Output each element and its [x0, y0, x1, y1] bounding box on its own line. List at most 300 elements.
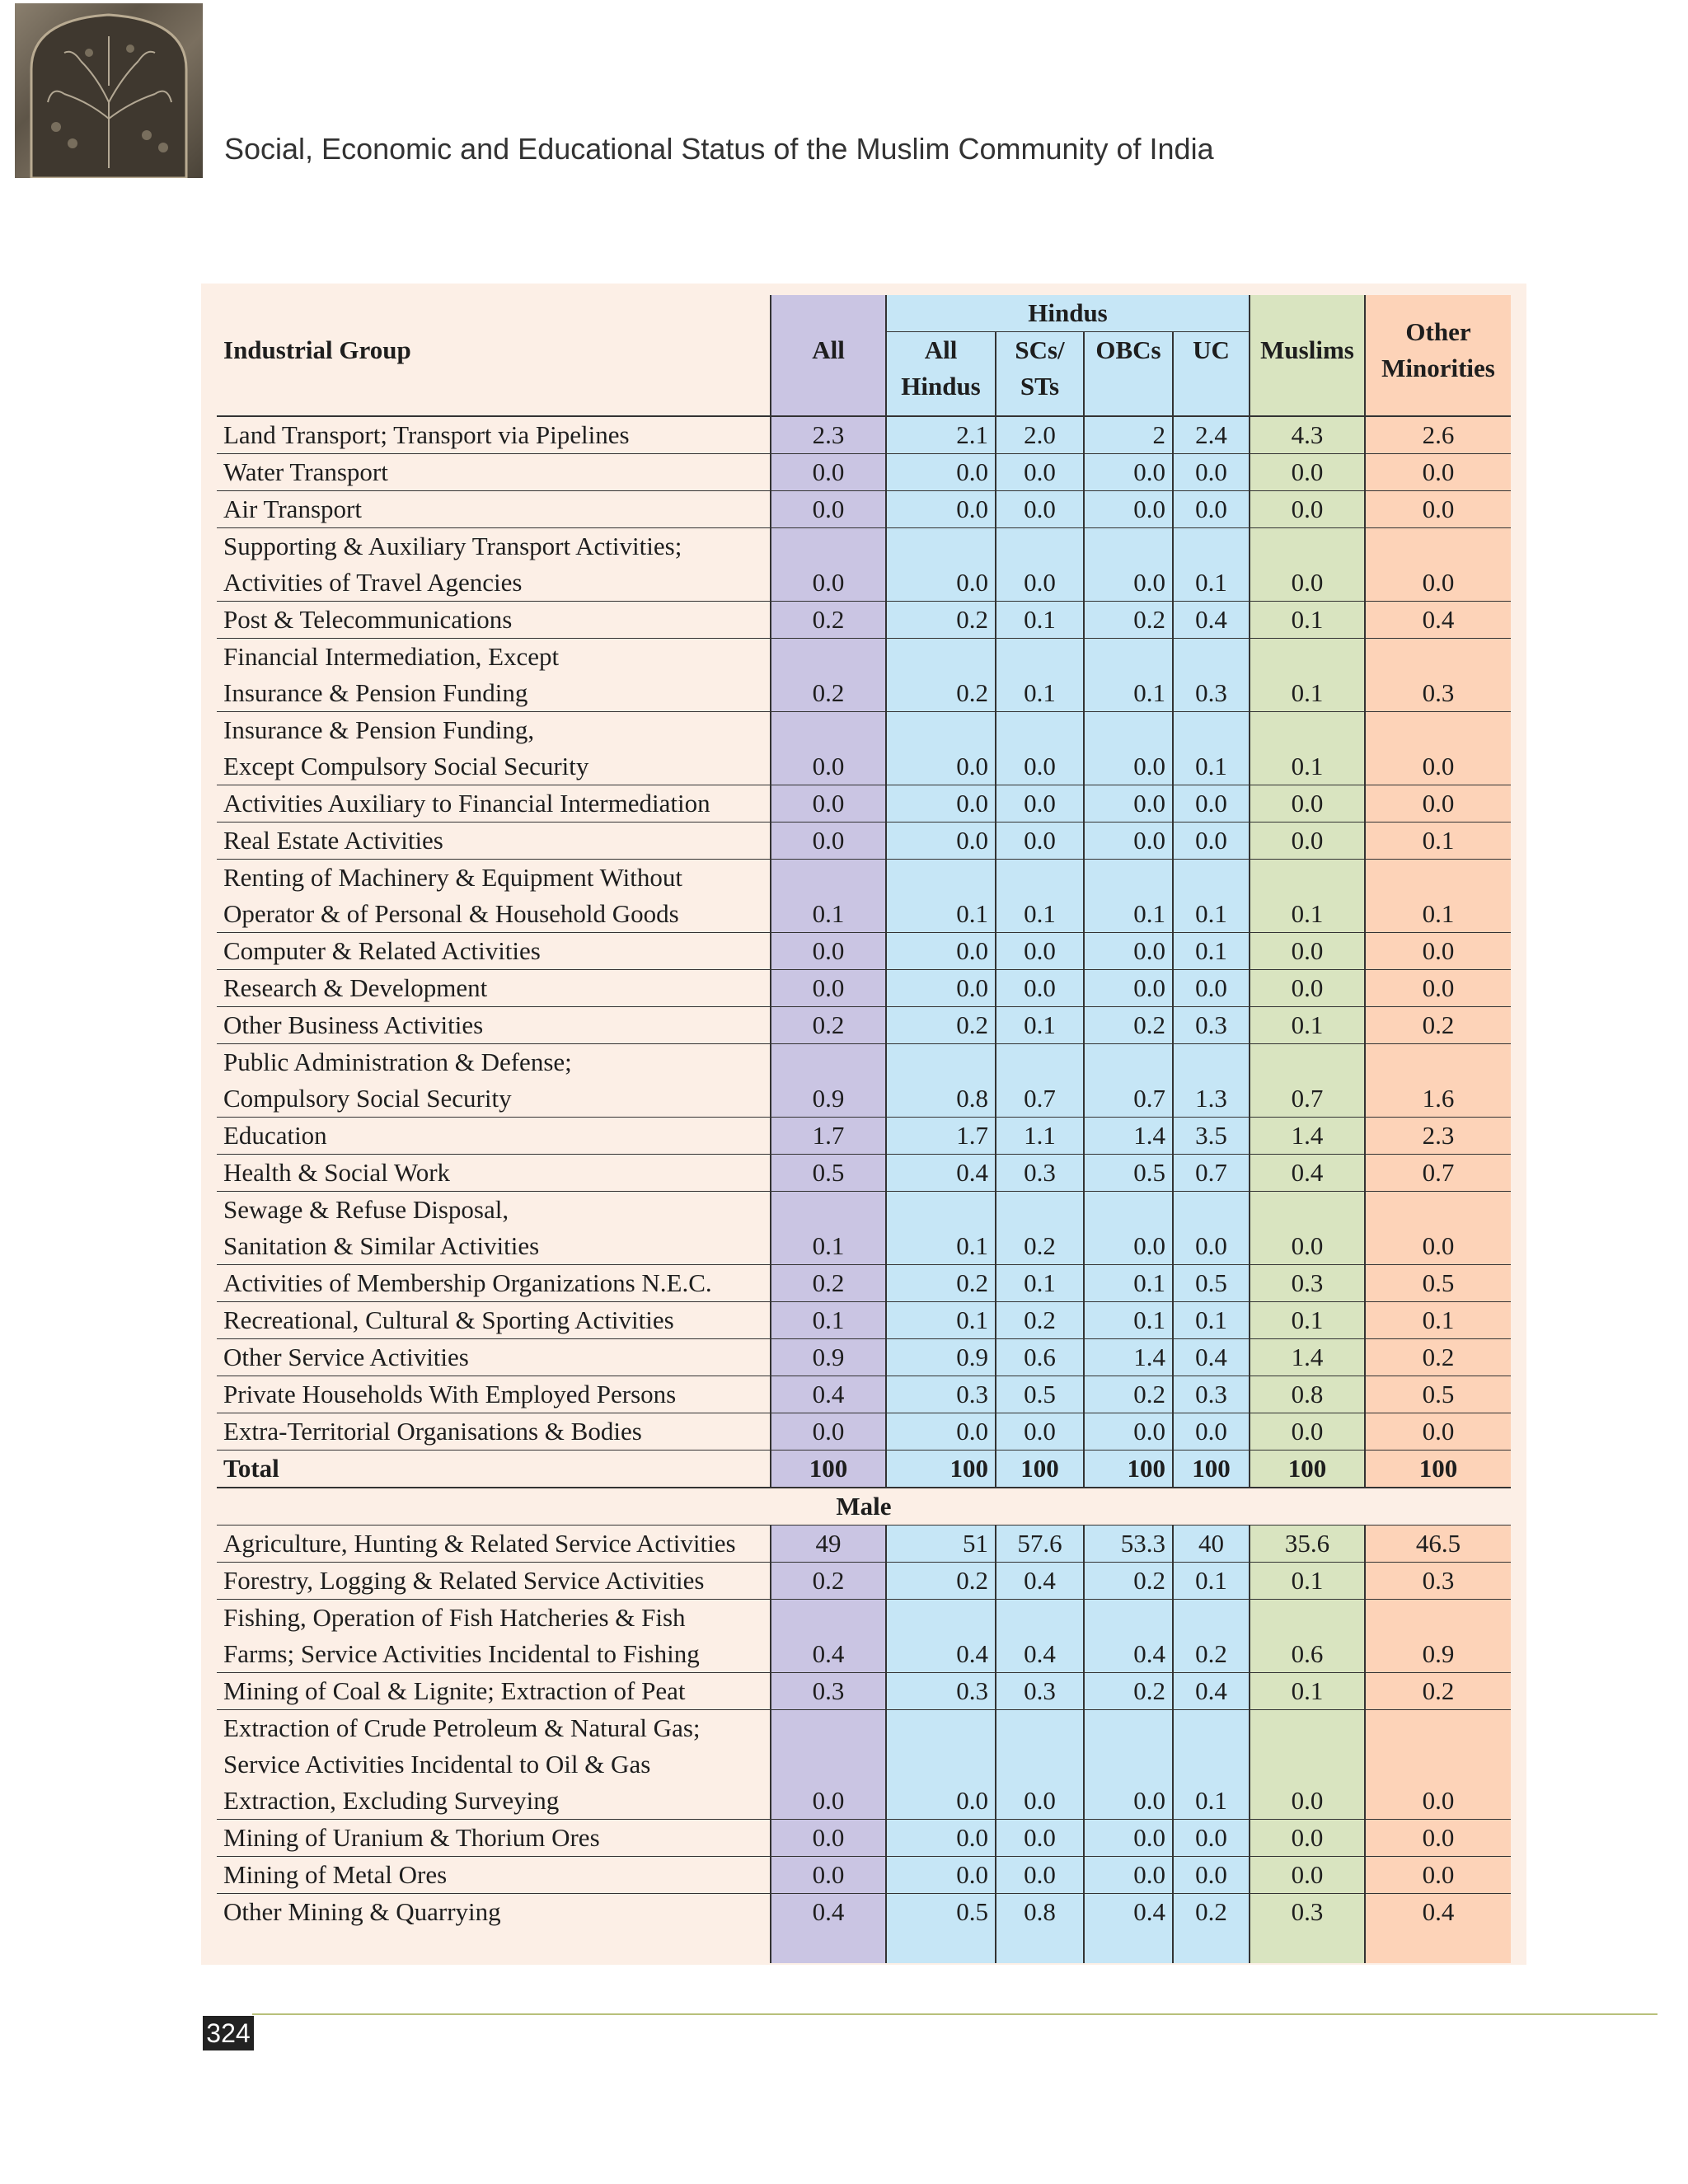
- cell-all: 0.1: [771, 1302, 886, 1339]
- cell-all-hindus: 0.3: [886, 1673, 996, 1710]
- header-scs-line1: SCs/: [1015, 335, 1065, 364]
- cell-uc: 0.0: [1173, 1820, 1250, 1857]
- cell-scs-sts: 0.4: [996, 1600, 1084, 1673]
- table-body: [217, 416, 1511, 1963]
- cell-all-hindus: 0.0: [886, 823, 996, 860]
- cell-obcs: 0.0: [1084, 933, 1173, 970]
- cell-all-hindus: 1.7: [886, 1118, 996, 1155]
- cell-scs-sts: 0.1: [996, 860, 1084, 933]
- row-label-line: Research & Development: [223, 973, 488, 1002]
- cell-muslims: 0.3: [1250, 1265, 1365, 1302]
- table-row: [217, 1413, 1511, 1451]
- cell-all: 1.7: [771, 1118, 886, 1155]
- cell-other-minorities: 0.1: [1365, 1302, 1511, 1339]
- row-label-line: Real Estate Activities: [223, 826, 443, 855]
- cell-all: 0.1: [771, 1192, 886, 1265]
- cell-obcs: 1.4: [1084, 1339, 1173, 1376]
- cell-all-hindus: 0.0: [886, 785, 996, 823]
- cell-all: 0.0: [771, 712, 886, 785]
- row-label-line: Mining of Uranium & Thorium Ores: [223, 1823, 600, 1852]
- cell-scs-sts: 2.0: [996, 416, 1084, 454]
- table-row: [217, 528, 1511, 602]
- cell-uc: 0.0: [1173, 970, 1250, 1007]
- cell-uc: 0.1: [1173, 712, 1250, 785]
- row-label-line: Recreational, Cultural & Sporting Activities: [223, 1305, 674, 1334]
- row-label-line: Other Service Activities: [223, 1343, 469, 1371]
- cell-all-hindus: 0.2: [886, 602, 996, 639]
- header-other-line2: Minorities: [1381, 353, 1495, 382]
- cell-uc: 0.4: [1173, 1339, 1250, 1376]
- cell-other-minorities: 0.3: [1365, 1563, 1511, 1600]
- cell-scs-sts: 0.0: [996, 823, 1084, 860]
- section-row-male: [217, 1488, 1511, 1526]
- cell-uc: 0.3: [1173, 1376, 1250, 1413]
- cell-all-hindus: 0.4: [886, 1155, 996, 1192]
- row-label-line: Mining of Coal & Lignite; Extraction of Peat: [223, 1676, 686, 1705]
- cell-all: 0.5: [771, 1155, 886, 1192]
- row-label-line: Activities of Membership Organizations N.E.C.: [223, 1268, 712, 1297]
- header-obcs: OBCs: [1084, 332, 1173, 405]
- cell-other-minorities: 0.3: [1365, 639, 1511, 712]
- cell-obcs: 0.1: [1084, 639, 1173, 712]
- row-label-line: Health & Social Work: [223, 1158, 451, 1187]
- cell-scs-sts: 0.0: [996, 1710, 1084, 1820]
- cell-scs-sts: 0.4: [996, 1563, 1084, 1600]
- row-label-line: Public Administration & Defense;: [223, 1047, 572, 1076]
- table-row: [217, 1265, 1511, 1302]
- cell-uc: 0.1: [1173, 1710, 1250, 1820]
- row-label: [217, 1155, 771, 1192]
- table-row-total: [217, 1451, 1511, 1488]
- row-label: [217, 1894, 771, 1964]
- cell-obcs: 0.0: [1084, 712, 1173, 785]
- cell-uc: 0.1: [1173, 1302, 1250, 1339]
- row-label-line: Supporting & Auxiliary Transport Activities;: [223, 532, 682, 560]
- row-label-line: Extraction, Excluding Surveying: [223, 1786, 560, 1815]
- cell-obcs: 0.5: [1084, 1155, 1173, 1192]
- row-label: [217, 785, 771, 823]
- cell-uc: 0.5: [1173, 1265, 1250, 1302]
- row-label-line: Renting of Machinery & Equipment Without: [223, 863, 682, 892]
- cell-muslims: 0.0: [1250, 1857, 1365, 1894]
- cell-uc: 0.0: [1173, 785, 1250, 823]
- row-label-line: Compulsory Social Security: [223, 1084, 512, 1113]
- cell-all-hindus: 0.0: [886, 1413, 996, 1451]
- cell-all: 0.4: [771, 1600, 886, 1673]
- cell-muslims: 0.0: [1250, 823, 1365, 860]
- table-row: [217, 602, 1511, 639]
- row-label-line: Service Activities Incidental to Oil & Gas: [223, 1750, 651, 1779]
- row-label-line: Total: [223, 1454, 279, 1483]
- cell-all-hindus: 0.0: [886, 1857, 996, 1894]
- cell-obcs: 0.0: [1084, 454, 1173, 491]
- cell-scs-sts: 0.0: [996, 454, 1084, 491]
- row-label-line: Post & Telecommunications: [223, 605, 513, 634]
- row-label: [217, 1118, 771, 1155]
- cell-scs-sts: 0.1: [996, 1265, 1084, 1302]
- cell-uc: 0.0: [1173, 1192, 1250, 1265]
- row-label: [217, 1710, 771, 1820]
- cell-uc: 0.7: [1173, 1155, 1250, 1192]
- cell-obcs: 0.7: [1084, 1044, 1173, 1118]
- cell-uc: 0.1: [1173, 933, 1250, 970]
- cell-other-minorities: 0.7: [1365, 1155, 1511, 1192]
- cell-muslims: 0.1: [1250, 1302, 1365, 1339]
- table-row: [217, 785, 1511, 823]
- cell-all: 0.1: [771, 860, 886, 933]
- cell-scs-sts: 0.0: [996, 785, 1084, 823]
- industrial-group-table: [217, 295, 1511, 1963]
- row-label-line: Insurance & Pension Funding: [223, 678, 528, 707]
- row-label: [217, 860, 771, 933]
- cell-other-minorities: 2.6: [1365, 416, 1511, 454]
- cell-muslims: 0.7: [1250, 1044, 1365, 1118]
- page-title: Social, Economic and Educational Status of the Muslim Community of India: [224, 132, 1214, 166]
- cell-muslims: 0.1: [1250, 712, 1365, 785]
- cell-other-minorities: 100: [1365, 1451, 1511, 1488]
- row-label-line: Other Business Activities: [223, 1010, 484, 1039]
- cell-other-minorities: 0.0: [1365, 785, 1511, 823]
- cell-muslims: 0.0: [1250, 528, 1365, 602]
- cell-muslims: 1.4: [1250, 1339, 1365, 1376]
- table-row: [217, 1600, 1511, 1673]
- row-label: [217, 1820, 771, 1857]
- cell-uc: 0.4: [1173, 602, 1250, 639]
- cell-all: 0.2: [771, 1563, 886, 1600]
- cell-all-hindus: 0.0: [886, 712, 996, 785]
- cell-uc: 0.2: [1173, 1894, 1250, 1964]
- cell-other-minorities: 1.6: [1365, 1044, 1511, 1118]
- cell-scs-sts: 0.1: [996, 602, 1084, 639]
- row-label: [217, 823, 771, 860]
- cell-other-minorities: 0.1: [1365, 823, 1511, 860]
- cell-all-hindus: 0.1: [886, 860, 996, 933]
- cell-uc: 0.0: [1173, 454, 1250, 491]
- cell-scs-sts: 0.2: [996, 1192, 1084, 1265]
- table-row: [217, 1339, 1511, 1376]
- cell-muslims: 0.1: [1250, 1007, 1365, 1044]
- header-other-minorities: [1365, 295, 1511, 405]
- cell-uc: 2.4: [1173, 416, 1250, 454]
- cell-uc: 0.0: [1173, 1413, 1250, 1451]
- row-label: [217, 970, 771, 1007]
- cell-scs-sts: 1.1: [996, 1118, 1084, 1155]
- row-label-line: Other Mining & Quarrying: [223, 1897, 501, 1926]
- cell-scs-sts: 57.6: [996, 1526, 1084, 1563]
- cell-all-hindus: 0.0: [886, 970, 996, 1007]
- cell-all: 0.0: [771, 491, 886, 528]
- cell-all: 0.0: [771, 785, 886, 823]
- row-label-line: Forestry, Logging & Related Service Activities: [223, 1566, 705, 1595]
- cell-obcs: 0.0: [1084, 970, 1173, 1007]
- cell-all-hindus: 0.8: [886, 1044, 996, 1118]
- section-label: Male: [217, 1488, 1511, 1526]
- cell-scs-sts: 0.0: [996, 1413, 1084, 1451]
- cell-all: 0.4: [771, 1376, 886, 1413]
- cell-obcs: 0.0: [1084, 823, 1173, 860]
- cell-all-hindus: 0.4: [886, 1600, 996, 1673]
- table-row: [217, 823, 1511, 860]
- footer-rule: [252, 2013, 1658, 2015]
- cell-muslims: 100: [1250, 1451, 1365, 1488]
- header-scs-line2: STs: [1020, 372, 1060, 401]
- row-label-line: Activities of Travel Agencies: [223, 568, 523, 597]
- table-row: [217, 1710, 1511, 1820]
- cell-uc: 0.1: [1173, 860, 1250, 933]
- cell-all-hindus: 0.2: [886, 1007, 996, 1044]
- row-label: [217, 712, 771, 785]
- cell-scs-sts: 0.7: [996, 1044, 1084, 1118]
- cell-all: 0.0: [771, 454, 886, 491]
- cell-uc: 100: [1173, 1451, 1250, 1488]
- table-row: [217, 1044, 1511, 1118]
- cell-all-hindus: 0.0: [886, 491, 996, 528]
- cell-scs-sts: 0.0: [996, 491, 1084, 528]
- cell-all-hindus: 0.9: [886, 1339, 996, 1376]
- cell-uc: 1.3: [1173, 1044, 1250, 1118]
- cell-other-minorities: 0.0: [1365, 970, 1511, 1007]
- table-row: [217, 970, 1511, 1007]
- table-row: [217, 1857, 1511, 1894]
- cell-other-minorities: 0.0: [1365, 1857, 1511, 1894]
- cell-uc: 0.2: [1173, 1600, 1250, 1673]
- cell-obcs: 0.2: [1084, 1563, 1173, 1600]
- cell-uc: 40: [1173, 1526, 1250, 1563]
- header-all-hindus: [886, 332, 996, 405]
- cell-scs-sts: 0.0: [996, 970, 1084, 1007]
- row-label-line: Air Transport: [223, 494, 362, 523]
- row-label: [217, 933, 771, 970]
- cell-muslims: 0.1: [1250, 860, 1365, 933]
- cell-all: 0.0: [771, 1413, 886, 1451]
- cell-all: 0.2: [771, 639, 886, 712]
- row-label-line: Sanitation & Similar Activities: [223, 1231, 540, 1260]
- cell-uc: 0.3: [1173, 1007, 1250, 1044]
- row-label-line: Mining of Metal Ores: [223, 1860, 448, 1889]
- cell-scs-sts: 0.0: [996, 1820, 1084, 1857]
- header-other-line1: Other: [1405, 316, 1471, 346]
- header-all: All: [771, 295, 886, 405]
- cell-muslims: 0.1: [1250, 602, 1365, 639]
- cell-obcs: 0.0: [1084, 1192, 1173, 1265]
- cell-all-hindus: 0.2: [886, 639, 996, 712]
- row-label-line: Operator & of Personal & Household Goods: [223, 899, 679, 928]
- cell-muslims: 0.0: [1250, 491, 1365, 528]
- cell-all: 0.0: [771, 1820, 886, 1857]
- row-label: [217, 491, 771, 528]
- header-industrial-group: Industrial Group: [217, 295, 771, 405]
- cell-all-hindus: 0.2: [886, 1265, 996, 1302]
- row-label: [217, 1413, 771, 1451]
- cell-other-minorities: 0.2: [1365, 1673, 1511, 1710]
- cell-muslims: 0.0: [1250, 1413, 1365, 1451]
- cell-obcs: 0.1: [1084, 860, 1173, 933]
- cell-obcs: 0.0: [1084, 1820, 1173, 1857]
- table-row: [217, 712, 1511, 785]
- mosque-lattice-window-icon: [15, 3, 203, 178]
- cell-obcs: 0.1: [1084, 1265, 1173, 1302]
- cell-all-hindus: 0.1: [886, 1192, 996, 1265]
- row-label: [217, 416, 771, 454]
- cell-obcs: 0.2: [1084, 602, 1173, 639]
- row-label: [217, 1526, 771, 1563]
- cell-scs-sts: 0.6: [996, 1339, 1084, 1376]
- row-label-line: Education: [223, 1121, 327, 1150]
- row-label-line: Fishing, Operation of Fish Hatcheries & Fish: [223, 1603, 686, 1632]
- cell-scs-sts: 0.3: [996, 1673, 1084, 1710]
- row-label: [217, 1451, 771, 1488]
- row-label-line: Water Transport: [223, 457, 388, 486]
- cell-all: 0.0: [771, 970, 886, 1007]
- table-row: [217, 1192, 1511, 1265]
- header-hindus: Hindus: [886, 295, 1250, 332]
- cell-other-minorities: 0.0: [1365, 1413, 1511, 1451]
- cell-other-minorities: 0.5: [1365, 1376, 1511, 1413]
- row-label: [217, 639, 771, 712]
- cell-scs-sts: 0.0: [996, 933, 1084, 970]
- cell-obcs: 0.1: [1084, 1302, 1173, 1339]
- cell-muslims: 4.3: [1250, 416, 1365, 454]
- table-row: [217, 1302, 1511, 1339]
- table-row: [217, 1376, 1511, 1413]
- row-label: [217, 1265, 771, 1302]
- table-row: [217, 454, 1511, 491]
- table-row: [217, 1673, 1511, 1710]
- cell-all: 0.9: [771, 1044, 886, 1118]
- cell-other-minorities: 0.0: [1365, 1710, 1511, 1820]
- cell-muslims: 35.6: [1250, 1526, 1365, 1563]
- cell-muslims: 0.1: [1250, 1563, 1365, 1600]
- table-row: [217, 416, 1511, 454]
- cell-muslims: 0.0: [1250, 785, 1365, 823]
- cell-all: 0.4: [771, 1894, 886, 1964]
- cell-other-minorities: 46.5: [1365, 1526, 1511, 1563]
- table-row: [217, 1155, 1511, 1192]
- cell-uc: 3.5: [1173, 1118, 1250, 1155]
- row-label-line: Agriculture, Hunting & Related Service Activities: [223, 1529, 736, 1558]
- cell-uc: 0.4: [1173, 1673, 1250, 1710]
- row-label: [217, 1857, 771, 1894]
- cell-all-hindus: 0.0: [886, 933, 996, 970]
- cell-scs-sts: 100: [996, 1451, 1084, 1488]
- cell-scs-sts: 0.8: [996, 1894, 1084, 1964]
- row-label-line: Farms; Service Activities Incidental to Fishing: [223, 1639, 700, 1668]
- cell-all: 0.0: [771, 1710, 886, 1820]
- cell-muslims: 0.0: [1250, 1192, 1365, 1265]
- cell-other-minorities: 0.0: [1365, 454, 1511, 491]
- row-label: [217, 1563, 771, 1600]
- cell-obcs: 53.3: [1084, 1526, 1173, 1563]
- row-label-line: Land Transport; Transport via Pipelines: [223, 420, 630, 449]
- cell-other-minorities: 0.4: [1365, 602, 1511, 639]
- row-label: [217, 454, 771, 491]
- cell-obcs: 0.0: [1084, 1710, 1173, 1820]
- cell-obcs: 0.0: [1084, 1413, 1173, 1451]
- cell-scs-sts: 0.0: [996, 528, 1084, 602]
- cell-all: 0.0: [771, 1857, 886, 1894]
- table-row: [217, 639, 1511, 712]
- row-label-line: Financial Intermediation, Except: [223, 642, 560, 671]
- cell-scs-sts: 0.2: [996, 1302, 1084, 1339]
- cell-all: 0.3: [771, 1673, 886, 1710]
- cell-all: 0.0: [771, 933, 886, 970]
- header-scs-sts: [996, 332, 1084, 405]
- cell-muslims: 0.0: [1250, 1820, 1365, 1857]
- row-label-line: Computer & Related Activities: [223, 936, 541, 965]
- cell-other-minorities: 0.0: [1365, 528, 1511, 602]
- cell-all-hindus: 100: [886, 1451, 996, 1488]
- table-row: [217, 1894, 1511, 1964]
- cell-all: 2.3: [771, 416, 886, 454]
- header-muslims: Muslims: [1250, 295, 1365, 405]
- cell-all: 49: [771, 1526, 886, 1563]
- cell-obcs: 1.4: [1084, 1118, 1173, 1155]
- cell-uc: 0.0: [1173, 491, 1250, 528]
- cell-obcs: 2: [1084, 416, 1173, 454]
- cell-muslims: 0.1: [1250, 1673, 1365, 1710]
- table-row: [217, 1820, 1511, 1857]
- row-label: [217, 1302, 771, 1339]
- cell-muslims: 0.0: [1250, 970, 1365, 1007]
- cell-obcs: 0.2: [1084, 1673, 1173, 1710]
- cell-obcs: 0.0: [1084, 491, 1173, 528]
- row-label-line: Insurance & Pension Funding,: [223, 715, 535, 744]
- cell-all: 0.0: [771, 823, 886, 860]
- cell-obcs: 0.0: [1084, 528, 1173, 602]
- cell-other-minorities: 0.0: [1365, 1820, 1511, 1857]
- cell-muslims: 0.0: [1250, 1710, 1365, 1820]
- cell-all-hindus: 51: [886, 1526, 996, 1563]
- row-label-line: Sewage & Refuse Disposal,: [223, 1195, 509, 1224]
- cell-obcs: 0.0: [1084, 1857, 1173, 1894]
- cell-obcs: 100: [1084, 1451, 1173, 1488]
- cell-obcs: 0.0: [1084, 785, 1173, 823]
- table-row: [217, 933, 1511, 970]
- table-row: [217, 1563, 1511, 1600]
- header-all-hindus-line1: All: [924, 335, 958, 364]
- cell-other-minorities: 0.1: [1365, 860, 1511, 933]
- cell-all-hindus: 0.5: [886, 1894, 996, 1964]
- cell-muslims: 0.0: [1250, 933, 1365, 970]
- row-label: [217, 602, 771, 639]
- cell-all-hindus: 0.1: [886, 1302, 996, 1339]
- row-label-line: Extra-Territorial Organisations & Bodies: [223, 1417, 642, 1446]
- cell-scs-sts: 0.1: [996, 1007, 1084, 1044]
- cell-muslims: 0.0: [1250, 454, 1365, 491]
- cell-muslims: 0.1: [1250, 639, 1365, 712]
- header-uc: UC: [1173, 332, 1250, 405]
- cell-scs-sts: 0.0: [996, 712, 1084, 785]
- row-label: [217, 1376, 771, 1413]
- cell-scs-sts: 0.0: [996, 1857, 1084, 1894]
- row-label: [217, 1007, 771, 1044]
- cell-muslims: 0.6: [1250, 1600, 1365, 1673]
- cell-other-minorities: 0.4: [1365, 1894, 1511, 1964]
- cell-all: 0.9: [771, 1339, 886, 1376]
- cell-other-minorities: 0.0: [1365, 1192, 1511, 1265]
- row-label-line: Extraction of Crude Petroleum & Natural Gas;: [223, 1713, 701, 1742]
- cell-other-minorities: 0.2: [1365, 1339, 1511, 1376]
- row-label-line: Private Households With Employed Persons: [223, 1380, 677, 1408]
- cell-all: 0.2: [771, 1265, 886, 1302]
- row-label: [217, 528, 771, 602]
- table-row: [217, 491, 1511, 528]
- cell-uc: 0.3: [1173, 639, 1250, 712]
- cell-all-hindus: 0.2: [886, 1563, 996, 1600]
- cell-other-minorities: 0.9: [1365, 1600, 1511, 1673]
- cell-all-hindus: 2.1: [886, 416, 996, 454]
- table-row: [217, 1118, 1511, 1155]
